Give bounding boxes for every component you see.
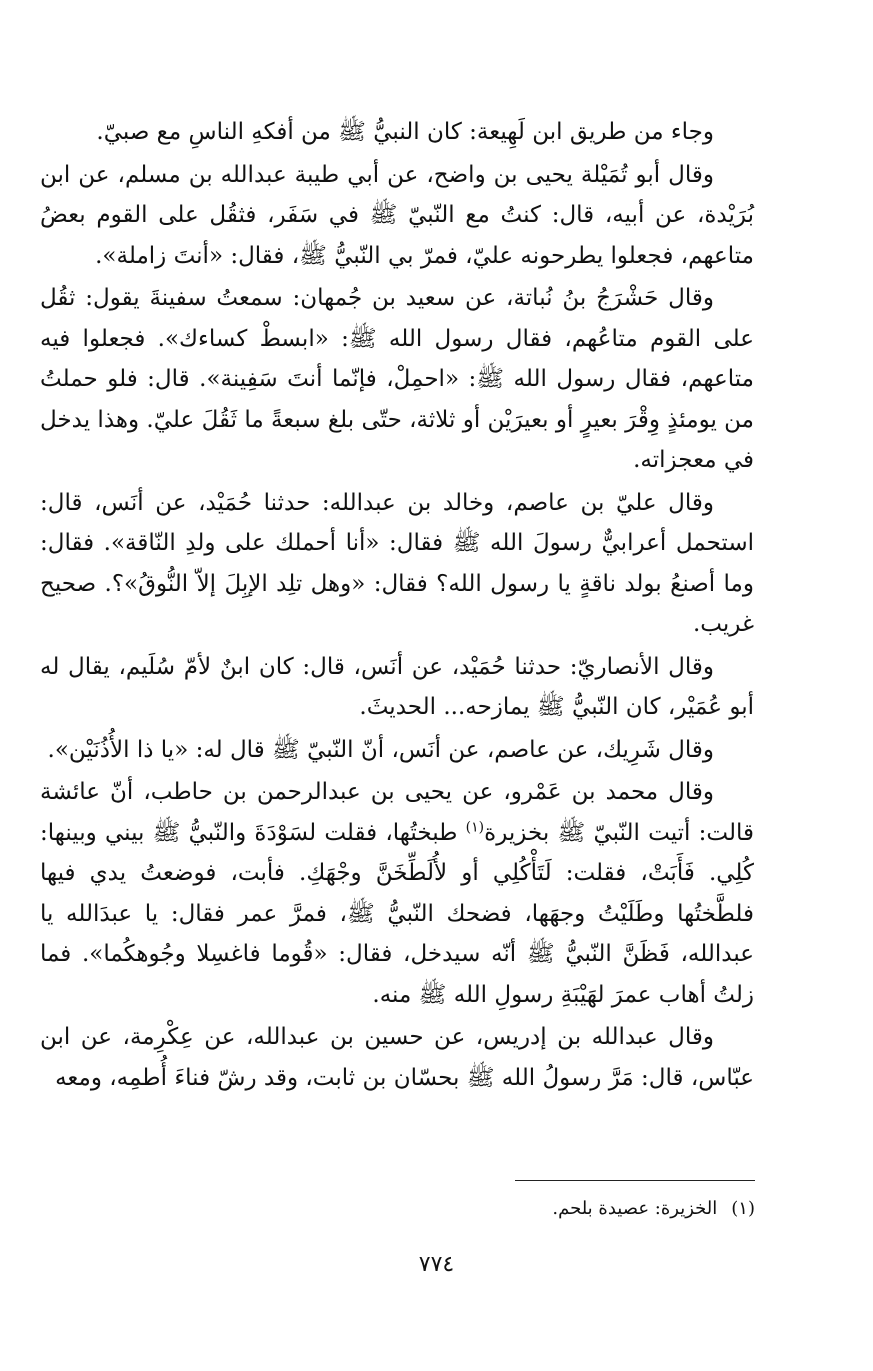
- paragraph-7-rest: طبختُها، فقلت لسَوْدَةَ والنّبيُّ ﷺ بيني وبينها: كُلِي. فَأَبَتْ، فقلت: لَتَأْكُلِي أو لأُلَطِّخَنَّ وجْهَكِ. فأبت، فوضعتُ يدي فيها فلطَّختُها وطَلَيْتُ وجهَها، فضحك النّبيُّ ﷺ، فمرَّ عمر فقال: يا عبدَالله يا عبدالله، فَظَنَّ النّبيُّ ﷺ أنّه سيدخل، فقال: «قُوما فاغسِلا وجُوهكُما». فما زلتُ أهاب عمرَ لهَيْبَةِ رسولِ الله ﷺ منه.: [40, 819, 754, 1008]
- paragraph-6: وقال شَرِيك، عن عاصم، عن أنَس، أنّ النّبيّ ﷺ قال له: «يا ذا الأُذُنَيْن».: [47, 736, 714, 763]
- paragraph-3: وقال حَشْرَجُ بنُ نُباتة، عن سعيد بن جُمهان: سمعتُ سفينةَ يقول: ثقُل على القوم متاعُهم، فقال رسول الله ﷺ: «ابسطْ كساءك». فجعلوا فيه متاعهم، فقال رسول الله ﷺ: «احمِلْ، فإنّما أنتَ سَفِينة». قال: فلو حملتُ من يومئذٍ وِقْرَ بعيرٍ أو بعيرَيْن أو ثلاثة، حتّى بلغ سبعةً ما ثَقُلَ عليّ. وهذا يدخل في معجزاته.: [40, 285, 754, 473]
- footnote-text: الخزيرة: عصيدة بلحم.: [552, 1198, 718, 1219]
- paragraph-8: وقال عبدالله بن إدريس، عن حسين بن عبدالله، عن عِكْرِمة، عن ابن عبّاس، قال: مَرَّ رسولُ الله ﷺ بحسّان بن ثابت، وقد رشّ فناءَ أُطمِه، ومعه: [40, 1024, 754, 1091]
- footnote-divider: [515, 1180, 755, 1181]
- paragraph-7: [40, 772, 754, 1015]
- footnote-number: (١): [731, 1198, 755, 1219]
- page-number: ٧٧٤: [418, 1252, 455, 1277]
- footnote-reference: (١): [465, 818, 485, 835]
- paragraph-4: وقال عليّ بن عاصم، وخالد بن عبدالله: حدثنا حُمَيْد، عن أنَس، قال: استحمل أعرابيٌّ رسولَ الله ﷺ فقال: «أنا أحملك على ولدِ النّاقة». فقال: وما أصنعُ بولد ناقةٍ يا رسول الله؟ فقال: «وهل تلِد الإبِلَ إلاّ النُّوقُ»؟. صحيح غريب.: [40, 489, 754, 637]
- paragraph-1: وجاء من طريق ابن لَهِيعة: كان النبيُّ ﷺ من أفكهِ الناسِ مع صبيّ.: [96, 119, 714, 145]
- paragraph-2: وقال أبو تُمَيْلة يحيى بن واضح، عن أبي طيبة عبدالله بن مسلم، عن ابن بُرَيْدة، عن أبيه، قال: كنتُ مع النّبيّ ﷺ في سَفَر، فثقُل على القوم بعضُ متاعهم، فجعلوا يطرحونه عليّ، فمرّ بي النّبيُّ ﷺ، فقال: «أنتَ زاملة».: [40, 161, 754, 269]
- paragraph-5: وقال الأنصاريّ: حدثنا حُمَيْد، عن أنَس، قال: كان ابنٌ لأمّ سُلَيم، يقال له أبو عُمَيْر، كان النّبيُّ ﷺ يمازحه... الحديثَ.: [40, 653, 754, 720]
- paragraph-7-start: وقال محمد بن عَمْرو، عن يحيى بن عبدالرحمن بن حاطب، أنّ عائشة قالت: أتيت النّبيّ ﷺ بخزيرة: [40, 779, 754, 846]
- footnote: [300, 1196, 755, 1222]
- main-text: [40, 112, 754, 1098]
